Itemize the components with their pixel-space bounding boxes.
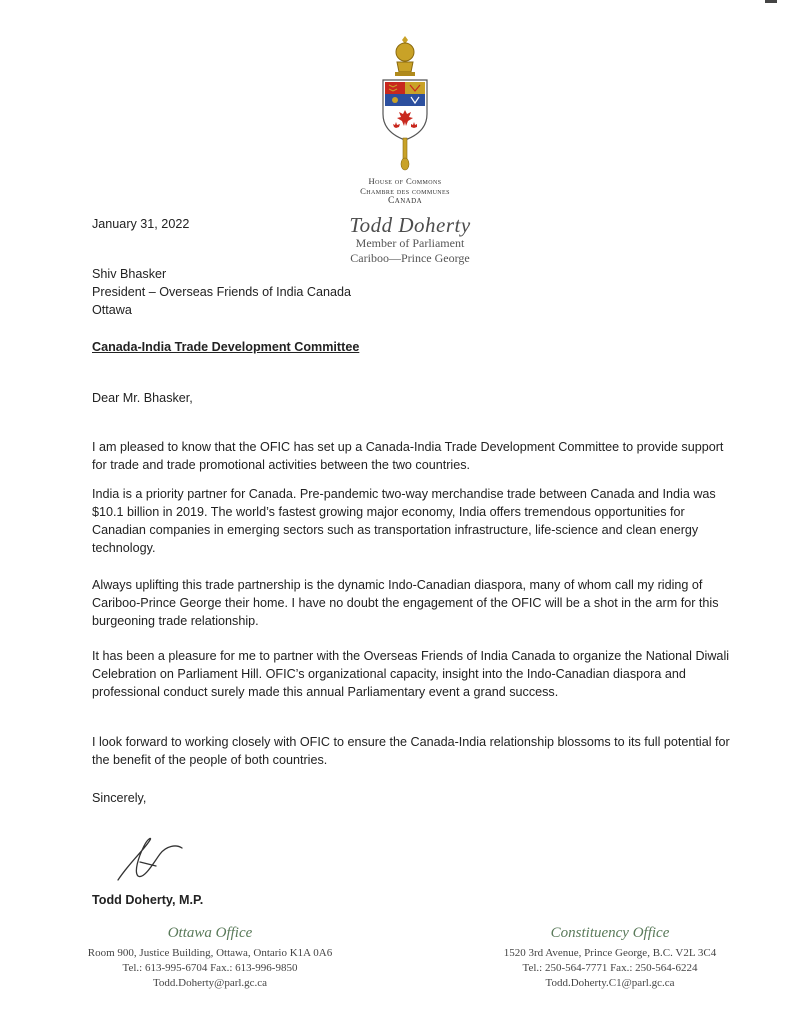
ottawa-office-address: Room 900, Justice Building, Ottawa, Ontario K1A 0A6	[87, 947, 333, 959]
ottawa-office-title: Ottawa Office	[167, 925, 253, 941]
recipient-name: Shiv Bhasker	[92, 267, 167, 281]
closing: Sincerely,	[92, 791, 147, 805]
constituency-office	[460, 922, 760, 991]
scan-mark	[765, 0, 777, 3]
recipient-city: Ottawa	[92, 303, 132, 317]
paragraph-4: It has been a pleasure for me to partner with the Overseas Friends of India Canada to organize the National Diwali Celebration on Parliament Hill. OFIC’s organizational capacity, insight into the Indo-Canadian diaspora and professional conduct surely made this annual Parliamentary event a grand success.	[92, 648, 730, 699]
paragraph-1: I am pleased to know that the OFIC has set up a Canada-India Trade Development Committee to provide support for trade and trade promotional activities between the two countries.	[92, 439, 724, 472]
recipient-position: President – Overseas Friends of India Canada	[92, 285, 352, 299]
constituency-office-title: Constituency Office	[550, 925, 670, 941]
paragraph-5: I look forward to working closely with OFIC to ensure the Canada-India relationship blossoms to its full potential for the benefit of the people of both countries.	[92, 734, 730, 767]
recipient-address	[92, 265, 732, 319]
signer-name: Todd Doherty, M.P.	[92, 893, 204, 907]
ottawa-office	[55, 922, 365, 991]
mp-riding: Cariboo—Prince George	[350, 251, 470, 265]
handwritten-signature	[110, 832, 190, 892]
mp-name: Todd Doherty	[349, 213, 471, 237]
letter-date: January 31, 2022	[92, 217, 190, 231]
paragraph-2: India is a priority partner for Canada. Pre-pandemic two-way merchandise trade between Canada and India was $10.1 billion in 2019. The world’s fastest growing major economy, India offers tremendous opportunities for Canadian companies in emerging sectors such as transportation infrastructure, life-science and clean energy technology.	[92, 486, 716, 555]
letter-subject: Canada-India Trade Development Committee	[92, 340, 360, 354]
mp-title: Member of Parliament	[355, 236, 465, 250]
ottawa-office-email: Todd.Doherty@parl.gc.ca	[152, 977, 268, 989]
letterhead-chambre: Chambre des communes	[360, 186, 450, 196]
letterhead-country: Canada	[387, 195, 423, 206]
constituency-office-address: 1520 3rd Avenue, Prince George, B.C. V2L 3C4	[503, 947, 717, 959]
house-of-commons-crest-icon	[377, 34, 433, 172]
constituency-office-email: Todd.Doherty.C1@parl.gc.ca	[545, 977, 675, 989]
constituency-office-phone: Tel.: 250-564-7771 Fax.: 250-564-6224	[522, 962, 698, 974]
ottawa-office-phone: Tel.: 613-995-6704 Fax.: 613-996-9850	[122, 962, 298, 974]
letterhead-house: House of Commons	[368, 176, 442, 186]
paragraph-3: Always uplifting this trade partnership is the dynamic Indo-Canadian diaspora, many of whom call my riding of Cariboo-Prince George their home. I have no doubt the engagement of the OFIC will be a shot in the arm for this burgeoning trade relationship.	[92, 577, 719, 628]
salutation: Dear Mr. Bhasker,	[92, 391, 193, 405]
letterhead	[330, 176, 480, 206]
